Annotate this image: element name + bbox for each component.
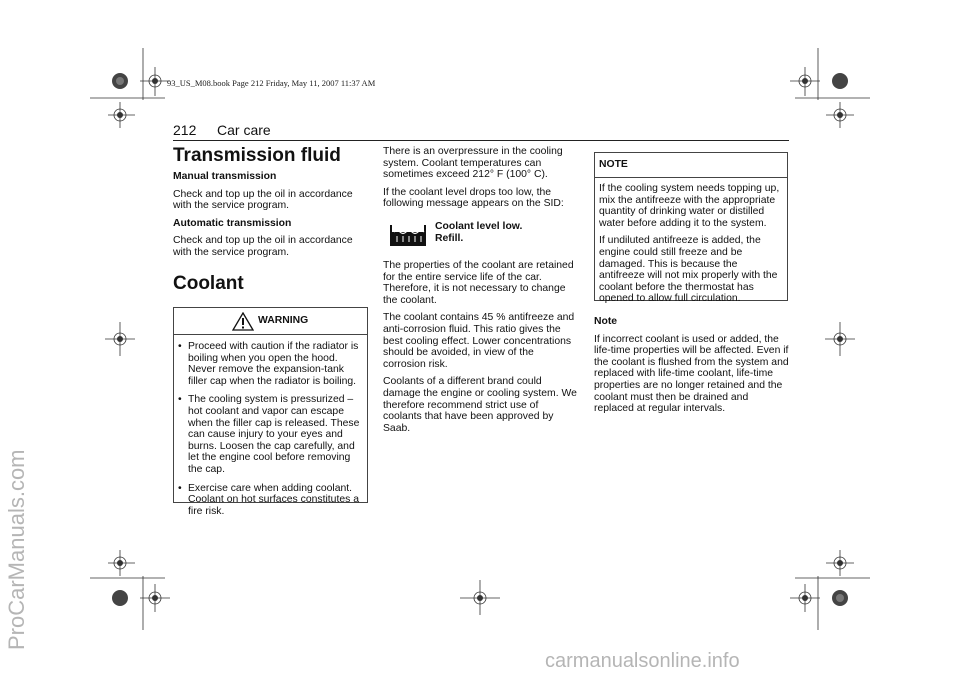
heading-manual-transmission: Manual transmission bbox=[173, 171, 277, 182]
warning-item: • Exercise care when adding coolant. Coolant on hot surfaces constitutes a fire risk. bbox=[174, 483, 361, 518]
sid-line-1: Coolant level low. bbox=[435, 221, 523, 232]
column-1 bbox=[173, 145, 367, 299]
heading-automatic-transmission: Automatic transmission bbox=[173, 217, 292, 229]
header-rule bbox=[173, 140, 789, 141]
heading-transmission-fluid: Transmission fluid bbox=[173, 145, 341, 166]
warning-label: WARNING bbox=[258, 315, 309, 326]
heading-note: Note bbox=[594, 316, 618, 327]
coolant-overpressure-text: There is an overpressure in the cooling system. Coolant temperatures can sometimes exceed 212° F (100° C). bbox=[383, 146, 563, 181]
manual-transmission-text: Check and top up the oil in accordance with the service program. bbox=[173, 188, 353, 212]
side-watermark: ProCarManuals.com bbox=[4, 449, 29, 650]
automatic-transmission-text: Check and top up the oil in accordance with the service program. bbox=[173, 235, 353, 258]
sid-line-2: Refill. bbox=[435, 232, 464, 244]
coolant-level-text: If the coolant level drops too low, the following message appears on the SID: bbox=[383, 186, 564, 210]
note-body bbox=[595, 178, 787, 305]
column-2-lower bbox=[383, 260, 579, 440]
note-text-2: If undiluted antifreeze is added, the engine could still freeze and be damaged. This is because the antifreeze will not mix properly with the coolant before the thermostat has opened to allow full circulation. bbox=[599, 235, 778, 305]
warning-item: • The cooling system is pressurized – hot coolant and vapor can escape when the filler cap is released. These can cause injury to your eyes and burns. Loosen the cap carefully, and let the engine cool before removing the cap. bbox=[174, 394, 361, 475]
note-text-1: If the cooling system needs topping up, mix the antifreeze with the appropriate quantity of drinking water or distilled water before adding it to the system. bbox=[599, 183, 780, 229]
warning-list bbox=[174, 341, 367, 517]
coolant-level-icon bbox=[389, 222, 427, 247]
sid-message bbox=[435, 221, 575, 244]
column-3-lower bbox=[594, 316, 790, 421]
warning-item: • Proceed with caution if the radiator is boiling when you open the hood. Never remove the expansion-tank filler cap when the radiator is boiling. bbox=[174, 341, 361, 387]
note-box bbox=[594, 152, 788, 305]
coolant-properties-text: The properties of the coolant are retained for the entire service life of the car. Therefore, it is not necessary to change the coolant. bbox=[383, 260, 574, 306]
page-number: 212 bbox=[173, 122, 197, 138]
column-2 bbox=[383, 146, 579, 216]
coolant-brand-text: Coolants of a different brand could damage the engine or cooling system. We therefore recommend strict use of coolants that have been approved by Saab. bbox=[383, 376, 577, 434]
note-coolant-text: If incorrect coolant is used or added, the life-time properties will be affected. Even if the coolant is flushed from the system and replaced with life-time coolant, life-time properties are no longer retained and the coolant must then be drained and replaced at regular intervals. bbox=[594, 333, 789, 415]
file-stamp: 93_US_M08.book Page 212 Friday, May 11, 2007 11:37 AM bbox=[167, 78, 376, 88]
warning-triangle-icon bbox=[232, 312, 254, 331]
warning-header bbox=[174, 308, 367, 335]
coolant-mix-text: The coolant contains 45 % antifreeze and anti-corrosion fluid. This ratio gives the best cooling effect. Lower concentrations should be avoided, in view of the corrosion risk. bbox=[383, 312, 575, 370]
warning-box bbox=[173, 307, 368, 517]
bottom-watermark: carmanualsonline.info bbox=[545, 650, 740, 672]
section-title: Car care bbox=[217, 122, 271, 138]
heading-coolant: Coolant bbox=[173, 272, 244, 294]
note-header: NOTE bbox=[595, 153, 787, 178]
